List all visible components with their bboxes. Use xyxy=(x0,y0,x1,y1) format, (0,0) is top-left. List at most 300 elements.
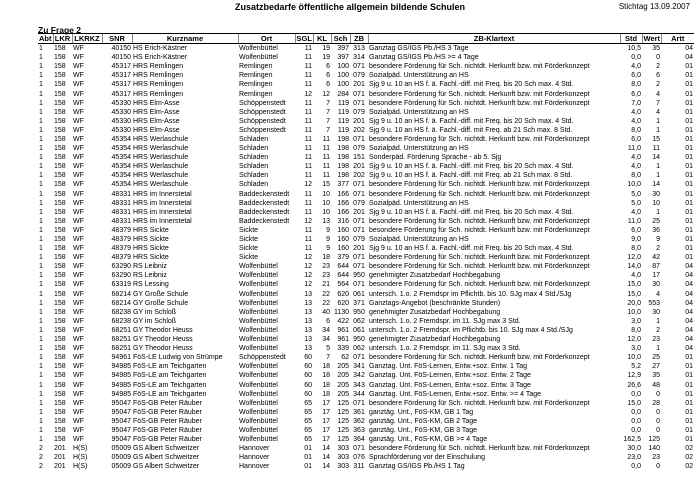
cell-lkrkz: WF xyxy=(73,45,84,53)
cell-abt: 1 xyxy=(39,208,43,216)
cell-artt: 01 xyxy=(685,245,693,253)
cell-kurzname: FöS-LE am Teichgarten xyxy=(133,390,207,398)
cell-lkr: 158 xyxy=(54,363,66,371)
cell-std: 11,0 xyxy=(627,145,641,153)
cell-ort: Baddeckenstedt xyxy=(239,190,290,198)
cell-std: 12,9 xyxy=(627,372,641,380)
cell-sgl: 12 xyxy=(304,281,312,289)
cell-sgl: 11 xyxy=(304,163,312,171)
cell-zb: 071 xyxy=(353,399,365,407)
cell-artt: 02 xyxy=(685,445,693,453)
cell-lkr: 201 xyxy=(54,463,66,471)
cell-zb-klartext: besondere Förderung für Sch. nichtdt. Herkunft bzw. mit Förderkonzept xyxy=(369,399,590,407)
cell-zb: 201 xyxy=(353,81,365,89)
cell-lkrkz: WF xyxy=(73,172,84,180)
cell-kurzname: HRS im Innerstetal xyxy=(133,217,192,225)
cell-snr: 45330 xyxy=(111,126,131,134)
cell-artt: 04 xyxy=(685,345,693,353)
cell-artt: 04 xyxy=(685,54,693,62)
cell-lkr: 158 xyxy=(54,326,66,334)
cell-artt: 01 xyxy=(685,226,693,234)
cell-snr: 48331 xyxy=(111,190,131,198)
cell-snr: 05009 xyxy=(111,454,131,462)
cell-sch: 379 xyxy=(337,254,349,262)
cell-kurzname: HRS Sickte xyxy=(133,236,169,244)
cell-lkrkz: WF xyxy=(73,399,84,407)
col-header-kl: KL xyxy=(313,34,331,44)
cell-kl: 18 xyxy=(322,372,330,380)
cell-std: 7,0 xyxy=(631,99,641,107)
table-row xyxy=(38,399,694,408)
cell-zb-klartext: ganztäg. Unt., FöS-KM, GB 2 Tage xyxy=(369,417,478,425)
cell-kurzname: GY Große Schule xyxy=(133,299,189,307)
cell-sgl: 11 xyxy=(304,72,312,80)
cell-sch: 564 xyxy=(337,281,349,289)
col-header-lkrkz: LKRKZ xyxy=(72,34,102,44)
cell-wert: 30 xyxy=(652,308,660,316)
cell-std: 5,0 xyxy=(631,190,641,198)
cell-artt: 01 xyxy=(685,108,693,116)
cell-snr: 68238 xyxy=(111,308,131,316)
cell-kl: 9 xyxy=(326,236,330,244)
cell-ort: Schladen xyxy=(239,154,269,162)
cell-std: 4,0 xyxy=(631,108,641,116)
cell-sch: 377 xyxy=(337,181,349,189)
col-header-zb: ZB xyxy=(350,34,368,44)
cell-zb: 071 xyxy=(353,99,365,107)
cell-zb-klartext: besondere Förderung für Sch. nichtdt. Herkunft bzw. mit Förderkonzept xyxy=(369,135,590,143)
cell-abt: 1 xyxy=(39,381,43,389)
cell-zb-klartext: besondere Förderung für Sch. nichtdt. Herkunft bzw. mit Förderkonzept xyxy=(369,281,590,289)
cell-std: 4,0 xyxy=(631,117,641,125)
cell-artt: 01 xyxy=(685,81,693,89)
cell-ort: Schöppenstedt xyxy=(239,117,286,125)
cell-sgl: 13 xyxy=(304,336,312,344)
cell-std: 3,0 xyxy=(631,317,641,325)
cell-sgl: 01 xyxy=(304,445,312,453)
cell-sch: 166 xyxy=(337,208,349,216)
cell-abt: 1 xyxy=(39,81,43,89)
cell-lkr: 158 xyxy=(54,135,66,143)
col-header-wert: Wert xyxy=(643,34,661,43)
cell-kl: 6 xyxy=(326,81,330,89)
cell-ort: Wolfenbüttel xyxy=(239,381,278,389)
cell-ort: Wolfenbüttel xyxy=(239,317,278,325)
cell-zb: 062 xyxy=(353,345,365,353)
cell-sch: 166 xyxy=(337,199,349,207)
cell-sch: 125 xyxy=(337,436,349,444)
cell-zb-klartext: untersch. 1.o. 2 Fremdspr. im Pflichtb. bis 10. SJg max 4 Std./SJg xyxy=(369,326,573,334)
cell-artt: 01 xyxy=(685,99,693,107)
cell-abt: 1 xyxy=(39,299,43,307)
cell-artt: 01 xyxy=(685,217,693,225)
cell-sgl: 12 xyxy=(304,181,312,189)
cell-snr: 05009 xyxy=(111,445,131,453)
cell-wert: 35 xyxy=(652,45,660,53)
cell-kl: 18 xyxy=(322,381,330,389)
cell-abt: 1 xyxy=(39,126,43,134)
cell-std: 0,0 xyxy=(631,390,641,398)
cell-kurzname: HRS Sickte xyxy=(133,245,169,253)
cell-zb-klartext: ganztäg. Unt., FöS-KM, GB 3 Tage xyxy=(369,426,478,434)
cell-abt: 1 xyxy=(39,154,43,162)
cell-kl: 18 xyxy=(322,390,330,398)
cell-kl: 7 xyxy=(326,117,330,125)
cell-lkrkz: WF xyxy=(73,426,84,434)
cell-abt: 1 xyxy=(39,254,43,262)
cell-std: 12,0 xyxy=(627,336,641,344)
cell-kurzname: FöS-GB Peter Räuber xyxy=(133,426,202,434)
cell-zb: 071 xyxy=(353,226,365,234)
cell-snr: 94985 xyxy=(111,363,131,371)
cell-kurzname: FöS-GB Peter Räuber xyxy=(133,417,202,425)
cell-kl: 11 xyxy=(322,163,330,171)
cell-wert: 25 xyxy=(652,354,660,362)
cell-lkr: 158 xyxy=(54,290,66,298)
cell-abt: 1 xyxy=(39,399,43,407)
cell-std: 4,0 xyxy=(631,63,641,71)
cell-std: 15,0 xyxy=(627,399,641,407)
cell-kurzname: GY Große Schule xyxy=(133,290,189,298)
cell-zb-klartext: genehmigter Zusatzbedarf Hochbegabung xyxy=(369,308,501,316)
cell-zb-klartext: Sjg 9 u. 10 an HS f. ä. Fachl.-diff. mit Freq. bis 20 Sch max. 4 Std. xyxy=(369,81,574,89)
cell-zb: 071 xyxy=(353,190,365,198)
cell-zb-klartext: Ganztag. Unt. FöS-Lernen, Entw.+soz. Entw. 1 Tag xyxy=(369,363,528,371)
cell-artt: 04 xyxy=(685,317,693,325)
cell-abt: 1 xyxy=(39,308,43,316)
cell-lkrkz: WF xyxy=(73,81,84,89)
cell-lkrkz: WF xyxy=(73,54,84,62)
cell-kl: 17 xyxy=(322,426,330,434)
cell-abt: 1 xyxy=(39,199,43,207)
cell-kurzname: GY Theodor Heuss xyxy=(133,336,193,344)
cell-std: 0,0 xyxy=(631,426,641,434)
cell-sch: 205 xyxy=(337,372,349,380)
cell-kl: 12 xyxy=(322,90,330,98)
cell-lkrkz: WF xyxy=(73,63,84,71)
cell-zb-klartext: besondere Förderung für Sch. nichtdt. Herkunft bzw. mit Förderkonzept xyxy=(369,254,590,262)
cell-std: 6,0 xyxy=(631,72,641,80)
cell-snr: 63290 xyxy=(111,272,131,280)
cell-zb: 071 xyxy=(353,181,365,189)
cell-snr: 48379 xyxy=(111,226,131,234)
cell-std: 0,0 xyxy=(631,463,641,471)
cell-zb: 344 xyxy=(353,390,365,398)
cell-sgl: 11 xyxy=(304,126,312,134)
cell-zb-klartext: besondere Förderung für Sch. nichtdt. Herkunft bzw. mit Förderkonzept xyxy=(369,190,590,198)
cell-sgl: 01 xyxy=(304,463,312,471)
cell-lkrkz: WF xyxy=(73,417,84,425)
cell-zb: 201 xyxy=(353,117,365,125)
cell-ort: Wolfenbüttel xyxy=(239,299,278,307)
cell-kurzname: RS Leibniz xyxy=(133,263,167,271)
cell-kl: 10 xyxy=(322,190,330,198)
cell-artt: 01 xyxy=(685,372,693,380)
cell-artt: 04 xyxy=(685,336,693,344)
cell-artt: 01 xyxy=(685,236,693,244)
cell-sch: 284 xyxy=(337,90,349,98)
cell-kurzname: FöS-LE am Teichgarten xyxy=(133,372,207,380)
cell-artt: 01 xyxy=(685,154,693,162)
cell-ort: Remlingen xyxy=(239,81,273,89)
cell-ort: Wolfenbüttel xyxy=(239,436,278,444)
cell-wert: 48 xyxy=(652,381,660,389)
cell-snr: 48331 xyxy=(111,208,131,216)
cell-kl: 19 xyxy=(322,54,330,62)
cell-sgl: 65 xyxy=(304,408,312,416)
cell-kurzname: HRS Werlaschule xyxy=(133,154,189,162)
cell-lkrkz: WF xyxy=(73,163,84,171)
cell-zb: 202 xyxy=(353,172,365,180)
col-header-kurzname: Kurzname xyxy=(132,34,238,44)
cell-zb: 079 xyxy=(353,236,365,244)
cell-zb: 076 xyxy=(353,454,365,462)
cell-zb-klartext: besondere Förderung für Sch. nichtdt. Herkunft bzw. mit Förderkonzept xyxy=(369,445,590,453)
cell-kl: 11 xyxy=(322,145,330,153)
cell-abt: 1 xyxy=(39,99,43,107)
cell-ort: Wolfenbüttel xyxy=(239,345,278,353)
cell-abt: 1 xyxy=(39,181,43,189)
cell-kl: 22 xyxy=(322,299,330,307)
cell-ort: Sickte xyxy=(239,236,259,244)
cell-wert: 1 xyxy=(656,345,660,353)
cell-sgl: 13 xyxy=(304,326,312,334)
cell-zb-klartext: Sozialpäd. Unterstützung an HS xyxy=(369,72,469,80)
cell-sgl: 65 xyxy=(304,399,312,407)
cell-ort: Schöppenstedt xyxy=(239,354,286,362)
cell-lkr: 158 xyxy=(54,99,66,107)
cell-artt: 01 xyxy=(685,354,693,362)
cell-abt: 1 xyxy=(39,63,43,71)
cell-snr: 45354 xyxy=(111,145,131,153)
cell-sgl: 11 xyxy=(304,145,312,153)
cell-lkr: 158 xyxy=(54,299,66,307)
cell-kurzname: HS Erich-Kästner xyxy=(133,45,188,53)
cell-sch: 198 xyxy=(337,135,349,143)
cell-abt: 1 xyxy=(39,236,43,244)
table-row xyxy=(38,62,694,71)
cell-lkrkz: WF xyxy=(73,72,84,80)
cell-artt: 04 xyxy=(685,326,693,334)
cell-lkrkz: WF xyxy=(73,117,84,125)
cell-sgl: 11 xyxy=(304,226,312,234)
cell-zb: 950 xyxy=(353,336,365,344)
cell-snr: 95047 xyxy=(111,436,131,444)
table-row xyxy=(38,362,694,371)
col-header-artt: Artt xyxy=(661,34,694,44)
cell-lkr: 158 xyxy=(54,117,66,125)
cell-std: 4,0 xyxy=(631,272,641,280)
cell-lkrkz: WF xyxy=(73,108,84,116)
cell-zb-klartext: Ganztags-Angebot (beschränkte Stunden) xyxy=(369,299,501,307)
cell-kurzname: GY Theodor Heuss xyxy=(133,345,193,353)
cell-lkr: 158 xyxy=(54,372,66,380)
cell-zb-klartext: Ganztag. Unt. FöS-Lernen, Entw.+soz. Entw. >= 4 Tage xyxy=(369,390,542,398)
cell-sch: 205 xyxy=(337,363,349,371)
table-row xyxy=(38,153,694,162)
cell-sch: 119 xyxy=(337,108,349,116)
cell-snr: 45330 xyxy=(111,108,131,116)
cell-sch: 198 xyxy=(337,154,349,162)
cell-wert: 125 xyxy=(648,436,660,444)
cell-lkr: 158 xyxy=(54,417,66,425)
cell-zb: 314 xyxy=(353,54,365,62)
cell-sgl: 11 xyxy=(304,81,312,89)
table-row xyxy=(38,226,694,235)
cell-std: 11,0 xyxy=(627,217,641,225)
cell-sch: 100 xyxy=(337,81,349,89)
cell-wert: 1 xyxy=(656,126,660,134)
cell-wert: 27 xyxy=(652,363,660,371)
cell-abt: 1 xyxy=(39,72,43,80)
cell-sch: 644 xyxy=(337,263,349,271)
cell-wert: 1 xyxy=(656,172,660,180)
table-row xyxy=(38,435,694,444)
cell-zb-klartext: untersch. 1.o. 2 Fremdspr. im 11. SJg max 3 Std. xyxy=(369,317,521,325)
cell-zb-klartext: besondere Förderung für Sch. nichtdt. Herkunft bzw. mit Förderkonzept xyxy=(369,63,590,71)
cell-kurzname: HRS Elm-Asse xyxy=(133,117,180,125)
cell-lkrkz: WF xyxy=(73,245,84,253)
table-row xyxy=(38,117,694,126)
cell-artt: 01 xyxy=(685,135,693,143)
cell-abt: 1 xyxy=(39,135,43,143)
cell-kl: 13 xyxy=(322,217,330,225)
col-header-zb-klartext: ZB-Klartext xyxy=(368,34,620,44)
cell-snr: 48379 xyxy=(111,236,131,244)
cell-zb: 071 xyxy=(353,135,365,143)
cell-kurzname: HRS im Innerstetal xyxy=(133,190,192,198)
cell-artt: 02 xyxy=(685,463,693,471)
cell-sgl: 12 xyxy=(304,217,312,225)
cell-sch: 961 xyxy=(337,336,349,344)
cell-sgl: 11 xyxy=(304,45,312,53)
cell-std: 8,0 xyxy=(631,326,641,334)
cell-snr: 45330 xyxy=(111,99,131,107)
cell-lkr: 158 xyxy=(54,381,66,389)
cell-snr: 48331 xyxy=(111,199,131,207)
cell-ort: Remlingen xyxy=(239,63,273,71)
cell-kl: 10 xyxy=(322,199,330,207)
table-row xyxy=(38,335,694,344)
col-header-sch: Sch xyxy=(331,34,350,44)
cell-lkrkz: WF xyxy=(73,190,84,198)
cell-kl: 34 xyxy=(322,326,330,334)
cell-zb-klartext: Ganztag. Unt. FöS-Lernen, Entw.+soz. Entw. 2 Tage xyxy=(369,372,531,380)
cell-artt: 01 xyxy=(685,390,693,398)
table-row xyxy=(38,235,694,244)
cell-sgl: 65 xyxy=(304,426,312,434)
cell-snr: 45354 xyxy=(111,135,131,143)
cell-sgl: 11 xyxy=(304,190,312,198)
cell-zb-klartext: Sozialpäd. Unterstützung an HS xyxy=(369,199,469,207)
data-table xyxy=(38,33,694,471)
cell-abt: 1 xyxy=(39,45,43,53)
report-title: Zusatzbedarfe öffentliche allgemein bildende Schulen xyxy=(234,2,466,12)
cell-wert: 553 xyxy=(648,299,660,307)
cell-std: 0,0 xyxy=(631,54,641,62)
cell-zb: 950 xyxy=(353,272,365,280)
cell-sch: 303 xyxy=(337,454,349,462)
table-row xyxy=(38,135,694,144)
cell-lkrkz: WF xyxy=(73,281,84,289)
cell-std: 10,0 xyxy=(627,181,641,189)
cell-zb: 202 xyxy=(353,126,365,134)
cell-artt: 02 xyxy=(685,454,693,462)
cell-lkr: 158 xyxy=(54,236,66,244)
cell-lkrkz: WF xyxy=(73,208,84,216)
cell-sgl: 60 xyxy=(304,381,312,389)
cell-kl: 7 xyxy=(326,108,330,116)
cell-zb: 079 xyxy=(353,145,365,153)
cell-sgl: 11 xyxy=(304,99,312,107)
cell-zb-klartext: genehmigter Zusatzbedarf Hochbegabung xyxy=(369,336,501,344)
table-row xyxy=(38,280,694,289)
cell-std: 6,0 xyxy=(631,90,641,98)
cell-wert: 2 xyxy=(656,81,660,89)
cell-kurzname: HRS Werlaschule xyxy=(133,145,189,153)
cell-zb: 363 xyxy=(353,426,365,434)
cell-zb: 071 xyxy=(353,254,365,262)
cell-kl: 11 xyxy=(322,154,330,162)
cell-sch: 205 xyxy=(337,390,349,398)
cell-lkr: 158 xyxy=(54,317,66,325)
cell-lkr: 201 xyxy=(54,454,66,462)
table-row xyxy=(38,71,694,80)
cell-sch: 198 xyxy=(337,172,349,180)
header-row xyxy=(38,34,694,44)
cell-sgl: 12 xyxy=(304,263,312,271)
cell-lkrkz: WF xyxy=(73,408,84,416)
cell-ort: Sickte xyxy=(239,245,259,253)
cell-snr: 45354 xyxy=(111,163,131,171)
cell-snr: 48331 xyxy=(111,217,131,225)
table-row xyxy=(38,426,694,435)
cell-std: 8,0 xyxy=(631,245,641,253)
cell-wert: 0 xyxy=(656,390,660,398)
cell-lkrkz: WF xyxy=(73,181,84,189)
cell-kurzname: HRS Sickte xyxy=(133,254,169,262)
cell-snr: 45317 xyxy=(111,72,131,80)
cell-zb-klartext: Sjg 9 u. 10 an HS f. ä. Fachl.-diff. mit Freq. bis 20 Sch max. 4 Std. xyxy=(369,117,574,125)
cell-snr: 94985 xyxy=(111,372,131,380)
cell-lkrkz: WF xyxy=(73,135,84,143)
cell-artt: 01 xyxy=(685,145,693,153)
cell-ort: Hannover xyxy=(239,463,270,471)
cell-kurzname: RS Lessing xyxy=(133,281,169,289)
cell-sgl: 11 xyxy=(304,108,312,116)
cell-wert: 15 xyxy=(652,135,660,143)
cell-sch: 620 xyxy=(337,299,349,307)
cell-kl: 7 xyxy=(326,99,330,107)
cell-snr: 94961 xyxy=(111,354,131,362)
table-row xyxy=(38,444,694,453)
cell-lkr: 158 xyxy=(54,163,66,171)
cell-kl: 17 xyxy=(322,408,330,416)
cell-artt: 01 xyxy=(685,381,693,389)
cell-abt: 1 xyxy=(39,290,43,298)
cell-kl: 7 xyxy=(326,126,330,134)
cell-abt: 1 xyxy=(39,436,43,444)
cell-sch: 303 xyxy=(337,445,349,453)
col-header-std: Std xyxy=(620,34,642,44)
cell-kurzname: HRS im Innerstetal xyxy=(133,208,192,216)
cell-lkrkz: WF xyxy=(73,372,84,380)
cell-zb-klartext: ganztäg. Unt., FöS-KM, GB >= 4 Tage xyxy=(369,436,488,444)
cell-zb-klartext: Sjg 9 u. 10 an HS f. ä. Fachl.-diff. mit Freq. ab 21 Sch max. 8 Std. xyxy=(369,172,573,180)
table-row xyxy=(38,271,694,280)
cell-ort: Wolfenbüttel xyxy=(239,263,278,271)
cell-kurzname: GY Theodor Heuss xyxy=(133,326,193,334)
